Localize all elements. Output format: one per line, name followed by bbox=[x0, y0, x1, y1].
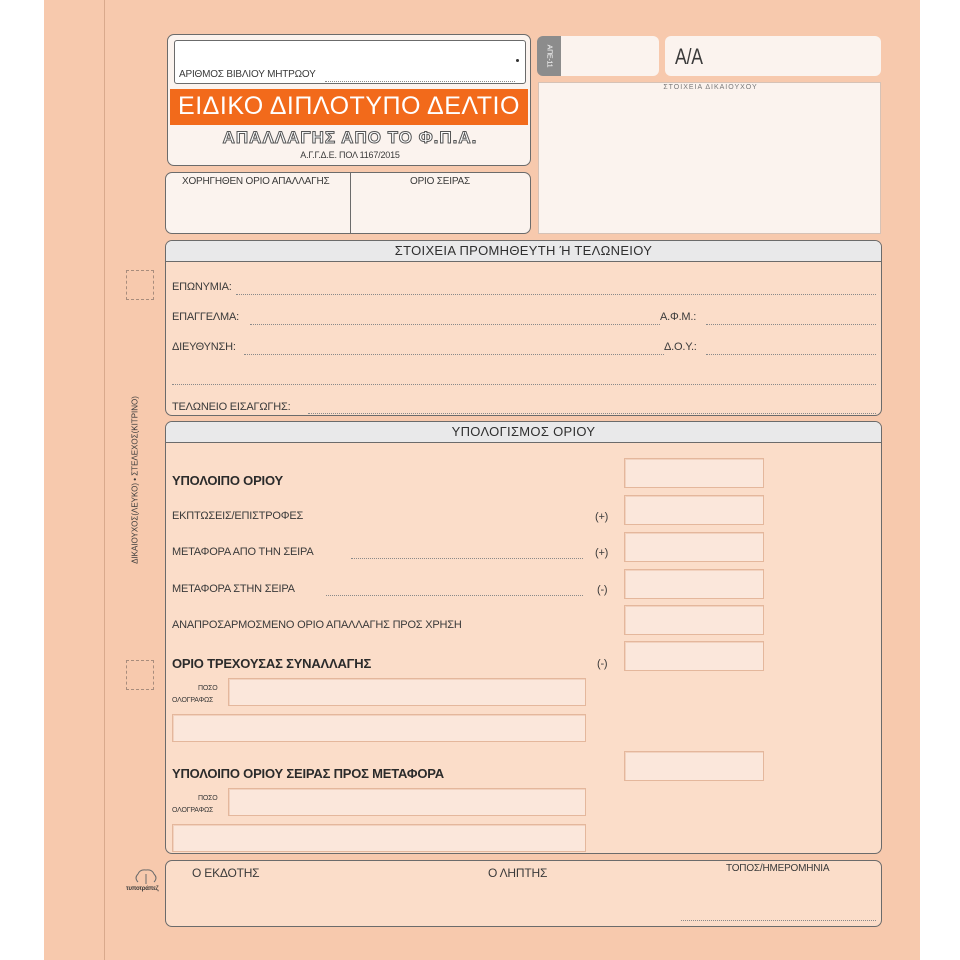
profession-line[interactable] bbox=[250, 324, 660, 325]
supplier-heading: ΣΤΟΙΧΕΙΑ ΠΡΟΜΗΘΕΥΤΗ Ή ΤΕΛΩΝΕΙΟΥ bbox=[166, 241, 881, 262]
current-amount-word: ΠΟΣΟ bbox=[198, 685, 218, 692]
carry-amount-word: ΠΟΣΟ bbox=[198, 795, 218, 802]
name-line[interactable] bbox=[236, 294, 876, 295]
transfer-from-sign: (+) bbox=[595, 547, 609, 559]
discounts-label: ΕΚΠΤΩΣΕΙΣ/ΕΠΙΣΤΡΟΦΕΣ bbox=[172, 510, 304, 522]
transfer-from-label: ΜΕΤΑΦΟΡΑ ΑΠΟ ΤΗΝ ΣΕΙΡΑ bbox=[172, 546, 314, 558]
afm-label: Α.Φ.Μ.: bbox=[660, 311, 697, 323]
book-number-label: ΑΡΙΘΜΟΣ ΒΙΒΛΙΟΥ ΜΗΤΡΩΟΥ bbox=[179, 69, 316, 80]
tree-logo-icon bbox=[128, 866, 164, 886]
copies-note: ΔΙΚΑΙΟΥΧΟΣ(ΛΕΥΚΟ) • ΣΤΕΛΕΧΟΣ(ΚΙΤΡΙΝΟ) bbox=[130, 396, 140, 564]
current-in-words-field-2[interactable] bbox=[172, 714, 586, 742]
book-number-field[interactable] bbox=[174, 40, 526, 84]
signature-panel bbox=[165, 860, 882, 927]
binding-hole-top bbox=[126, 270, 154, 300]
transfer-to-amount[interactable] bbox=[624, 569, 764, 599]
customs-label: ΤΕΛΩΝΕΙΟ ΕΙΣΑΓΩΓΗΣ: bbox=[172, 401, 291, 413]
remaining-amount[interactable] bbox=[624, 458, 764, 488]
customs-line[interactable] bbox=[308, 413, 876, 414]
current-amount[interactable] bbox=[624, 641, 764, 671]
serial-number-box[interactable] bbox=[665, 36, 881, 76]
transfer-from-amount[interactable] bbox=[624, 532, 764, 562]
carry-label: ΥΠΟΛΟΙΠΟ ΟΡΙΟΥ ΣΕΙΡΑΣ ΠΡΟΣ ΜΕΤΑΦΟΡΑ bbox=[172, 766, 444, 781]
limits-block bbox=[165, 172, 531, 234]
address-line[interactable] bbox=[244, 354, 664, 355]
binding-hole-bottom bbox=[126, 660, 154, 690]
adjusted-label: ΑΝΑΠΡΟΣΑΡΜΟΣΜΕΝΟ ΟΡΙΟ ΑΠΑΛΛΑΓΗΣ ΠΡΟΣ ΧΡΗΣΗ bbox=[172, 619, 462, 631]
side-tab: ΑΠΕ-11 bbox=[537, 36, 561, 76]
name-label: ΕΠΩΝΥΜΙΑ: bbox=[172, 281, 232, 293]
form-title: ΕΙΔΙΚΟ ΔΙΠΛΟΤΥΠΟ ΔΕΛΤΙΟ bbox=[178, 92, 520, 120]
address-label: ΔΙΕΥΘΥΝΣΗ: bbox=[172, 341, 236, 353]
current-in-words-field[interactable] bbox=[228, 678, 586, 706]
calculation-heading: ΥΠΟΛΟΓΙΣΜΟΣ ΟΡΙΟΥ bbox=[166, 422, 881, 443]
granted-limit-label: ΧΟΡΗΓΗΘΕΝ ΟΡΙΟ ΑΠΑΛΛΑΓΗΣ bbox=[182, 176, 330, 187]
discounts-sign: (+) bbox=[595, 511, 609, 523]
legal-reference: Α.Γ.Γ.Δ.Ε. ΠΟΛ 1167/2015 bbox=[300, 150, 400, 160]
profession-label: ΕΠΑΓΓΕΛΜΑ: bbox=[172, 311, 239, 323]
afm-line[interactable] bbox=[706, 324, 876, 325]
carry-in-words-field-2[interactable] bbox=[172, 824, 586, 852]
supplier-panel bbox=[165, 240, 882, 416]
place-date-line[interactable] bbox=[681, 920, 876, 921]
form-subtitle: ΑΠΑΛΛΑΓΗΣ ΑΠΟ ΤΟ Φ.Π.Α. bbox=[222, 128, 478, 147]
current-label: ΟΡΙΟ ΤΡΕΧΟΥΣΑΣ ΣΥΝΑΛΛΑΓΗΣ bbox=[172, 656, 372, 671]
series-limit-label: ΟΡΙΟ ΣΕΙΡΑΣ bbox=[410, 176, 470, 187]
receiver-label: Ο ΛΗΠΤΗΣ bbox=[488, 866, 548, 880]
discounts-amount[interactable] bbox=[624, 495, 764, 525]
title-block bbox=[167, 34, 531, 166]
carry-in-words-field[interactable] bbox=[228, 788, 586, 816]
issuer-label: Ο ΕΚΔΟΤΗΣ bbox=[192, 866, 260, 880]
calculation-panel bbox=[165, 421, 882, 854]
series-box[interactable] bbox=[561, 36, 659, 76]
doy-label: Δ.Ο.Υ.: bbox=[664, 341, 697, 353]
beneficiary-box[interactable] bbox=[538, 82, 881, 234]
current-in-words-label: ΟΛΟΓΡΑΦΩΣ bbox=[172, 697, 214, 704]
remaining-label: ΥΠΟΛΟΙΠΟ ΟΡΙΟΥ bbox=[172, 473, 283, 488]
serial-number-label: Α/Α bbox=[675, 44, 703, 69]
address-extra-line[interactable] bbox=[172, 384, 876, 385]
transfer-to-sign: (-) bbox=[597, 584, 608, 596]
carry-amount[interactable] bbox=[624, 751, 764, 781]
current-sign: (-) bbox=[597, 658, 608, 670]
transfer-to-label: ΜΕΤΑΦΟΡΑ ΣΤΗΝ ΣΕΙΡΑ bbox=[172, 583, 295, 595]
title-band bbox=[170, 89, 528, 125]
doy-line[interactable] bbox=[706, 354, 876, 355]
perforation-line bbox=[104, 0, 105, 960]
adjusted-amount[interactable] bbox=[624, 605, 764, 635]
carry-in-words-label: ΟΛΟΓΡΑΦΩΣ bbox=[172, 807, 214, 814]
place-date-label: ΤΟΠΟΣ/ΗΜΕΡΟΜΗΝΙΑ bbox=[726, 863, 830, 874]
publisher-logo: τυποτράπεζ bbox=[128, 866, 164, 896]
beneficiary-label: ΣΤΟΙΧΕΙΑ ΔΙΚΑΙΟΥΧΟΥ bbox=[663, 84, 758, 91]
